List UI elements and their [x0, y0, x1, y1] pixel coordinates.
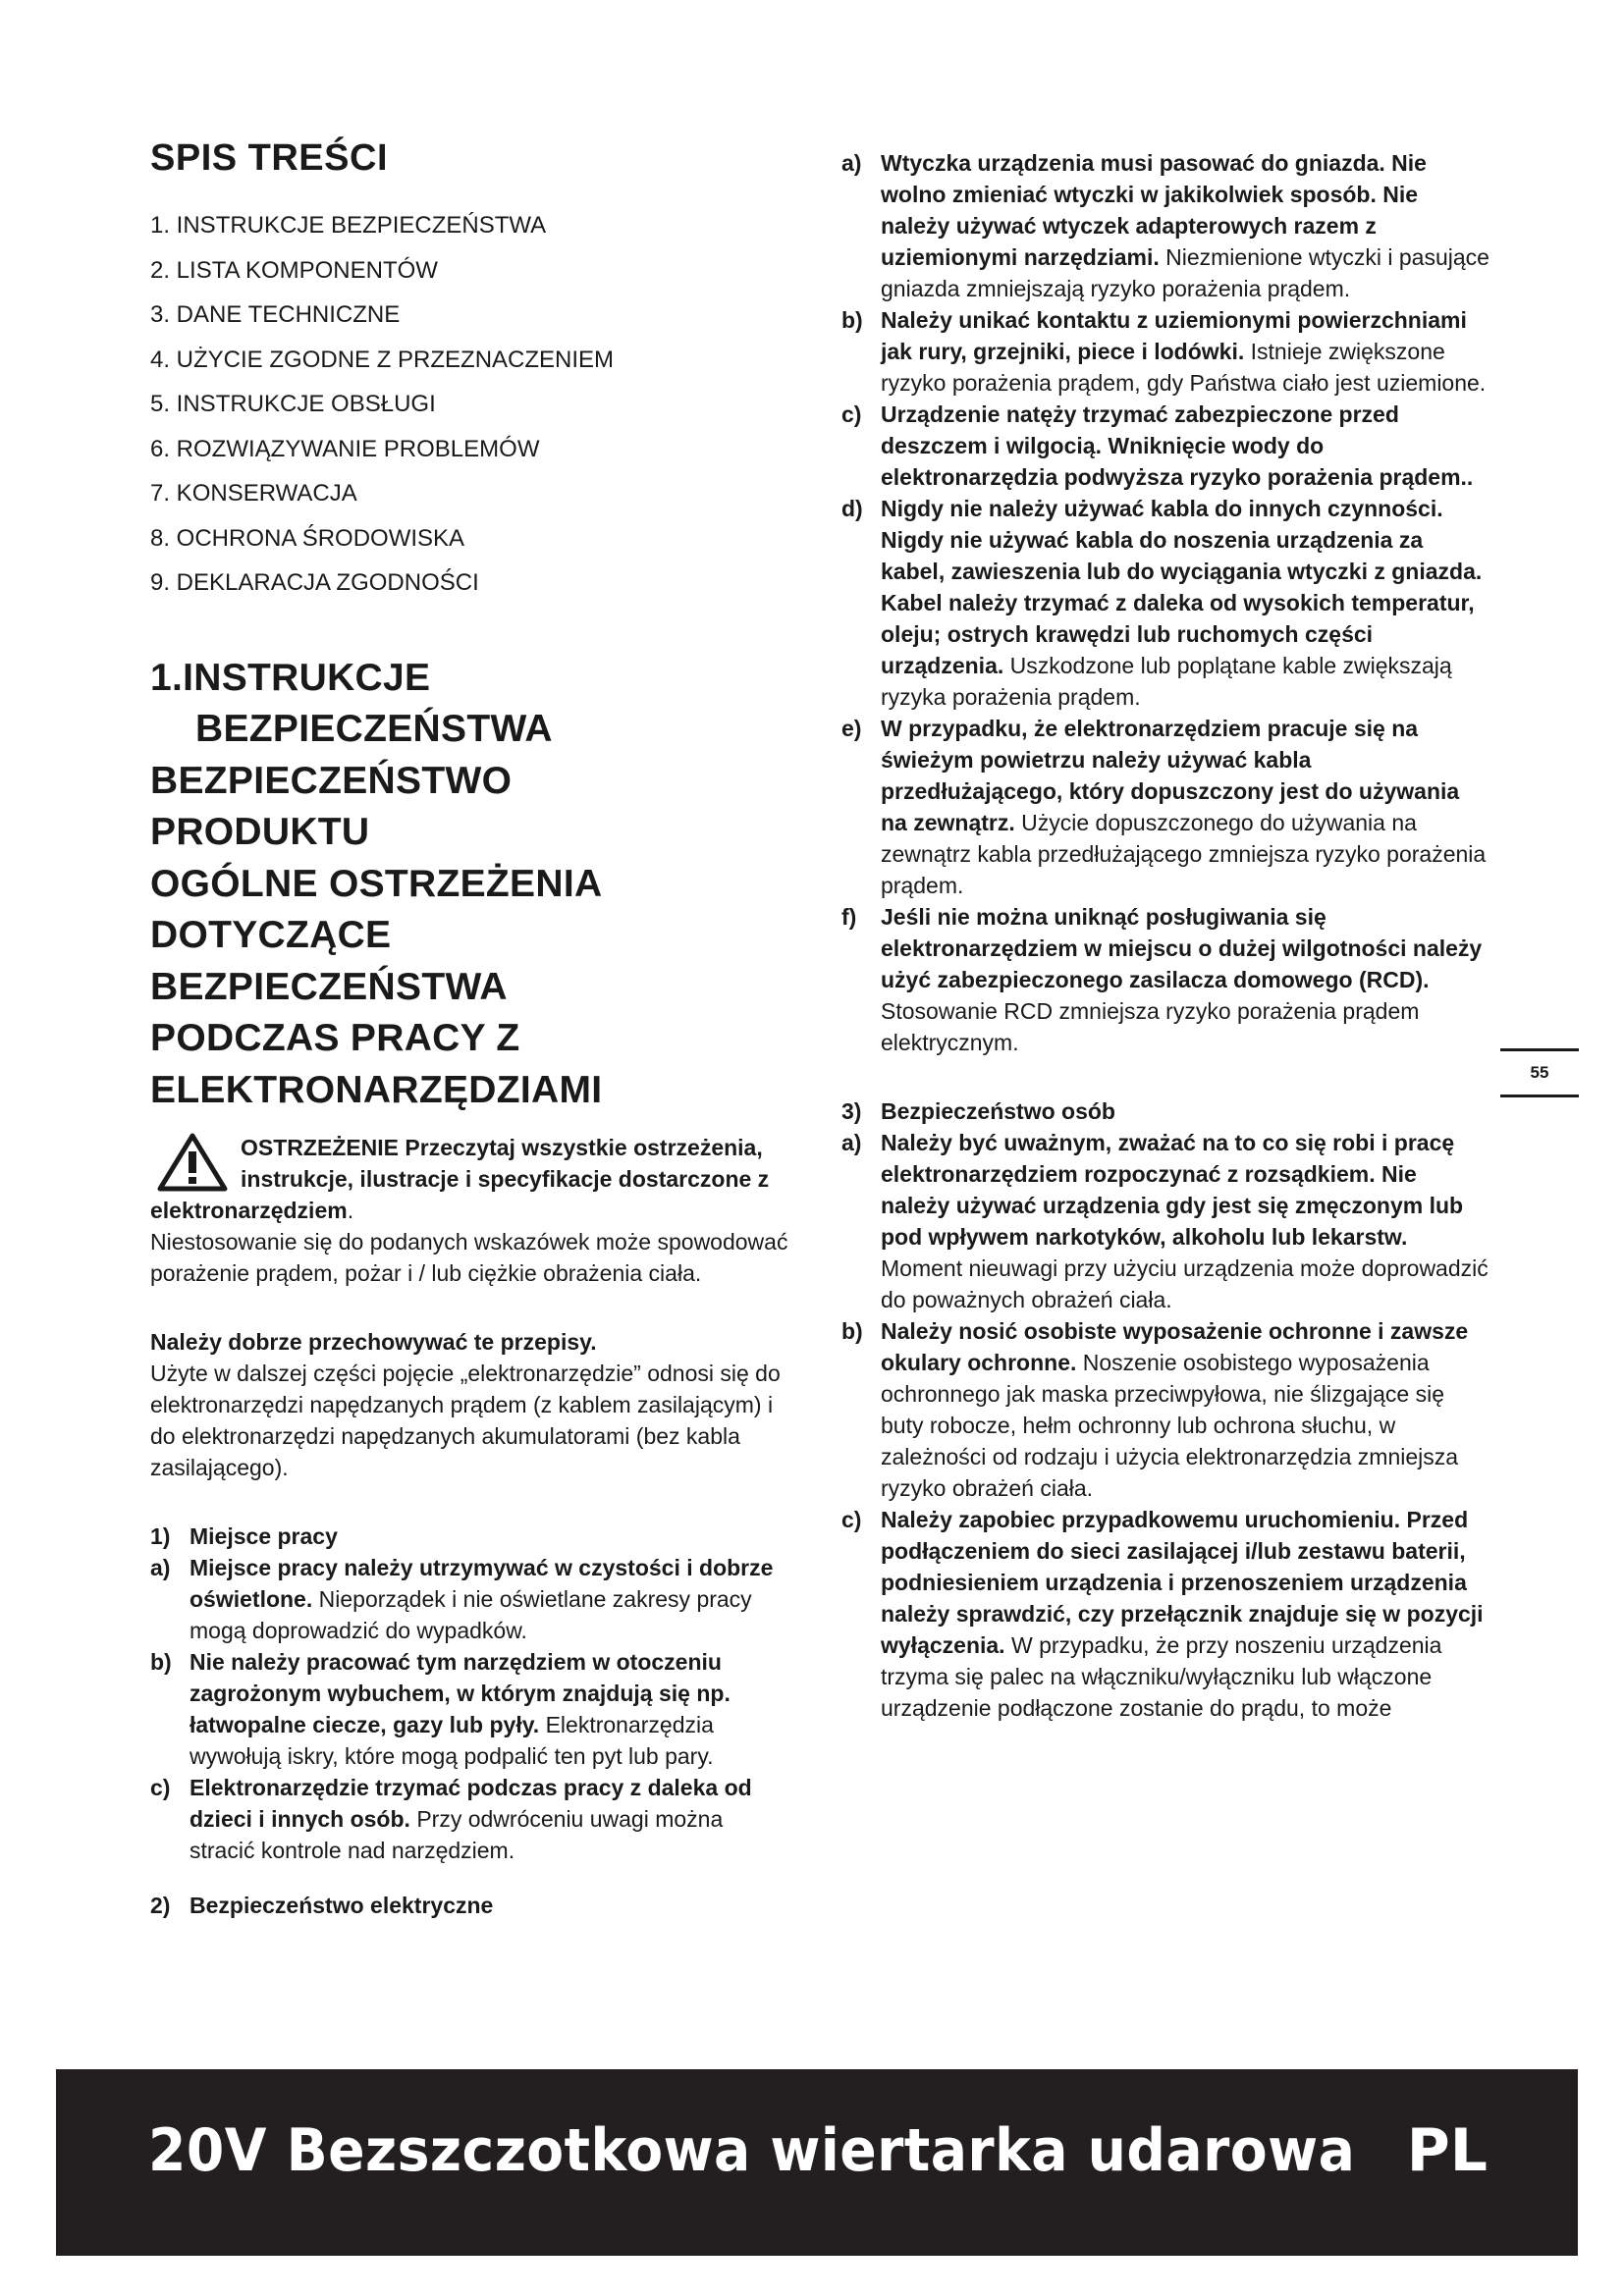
product-title: 20V Bezszczotkowa wiertarka udarowa [148, 2116, 1356, 2185]
item-text: Niezmienione wtyczki i pasujące gniazda zmniejszają ryzyko porażenia prądem. [881, 244, 1489, 301]
section-number: 3) [841, 1098, 862, 1124]
item-bold-text: Nigdy nie należy używać kabla do innych czynności. Nigdy nie używać kabla do noszenia urządzenia za kabel, zawieszenia lub do wyciągania wtyczki z gniazda. Kabel należy trzymać z daleka od wysokich temperatur, oleju; ostrych krawędzi lub ruchomych części urządzenia. [881, 496, 1483, 678]
section-3-title [841, 1095, 1489, 1127]
section-2-title [150, 1890, 788, 1921]
item-bold-text: Nie należy pracować tym narzędziem w otoczeniu zagrożonym wybuchem, w którym znajdują się np. łatwopalne ciecze, gazy lub pyły. [189, 1649, 731, 1737]
heading-line: BEZPIECZEŃSTWA [195, 708, 553, 750]
divider [1500, 1095, 1579, 1097]
section-title: Miejsce pracy [189, 1523, 338, 1549]
list-item [841, 399, 1489, 493]
list-item [841, 304, 1489, 399]
item-text: Noszenie osobistego wyposażenia ochronnego jak maska przeciwpyłowa, nie ślizgające się buty robocze, hełm ochronny lub ochrona słuchu, w zależności od rodzaju i użycia elektronarzędzia zmniejsza ryzyko obrażeń ciała. [881, 1350, 1459, 1501]
section-1-title [150, 1521, 788, 1552]
list-item [150, 1772, 788, 1866]
item-bold-text: Należy zapobiec przypadkowemu uruchomieniu. Przed podłączeniem do sieci zasilającej i/lub zestawu baterii, podniesieniem urządzenia i przenoszeniem urządzenia należy sprawdzić, czy przełącznik znajduje się w pozycji wyłączenia. [881, 1507, 1484, 1658]
item-text: Stosowanie RCD zmniejsza ryzyko porażenia prądem elektrycznym. [881, 998, 1420, 1055]
item-label: d) [841, 496, 863, 521]
item-label: b) [150, 1649, 172, 1675]
item-bold-text: Należy być uważnym, zważać na to co się robi i pracę elektronarzędziem rozpoczynać z rozsądkiem. Nie należy używać urządzenia gdy jest się zmęczonym lub pod wpływem narkotyków, alkoholu lub lekarstw. [881, 1130, 1464, 1250]
toc-item[interactable]: 1. INSTRUKCJE BEZPIECZEŃSTWA [150, 212, 547, 239]
heading-line: OGÓLNE OSTRZEŻENIA [150, 862, 603, 905]
toc-item[interactable]: 3. DANE TECHNICZNE [150, 301, 401, 328]
item-bold-text: Wtyczka urządzenia musi pasować do gniazda. Nie wolno zmieniać wtyczki w jakikolwiek sposób. Nie należy używać wtyczek adapterowych razem z uziemionymi narzędziami. [881, 150, 1427, 270]
item-bold-text: Należy unikać kontaktu z uziemionymi powierzchniami jak rury, grzejniki, piece i lodówki. [881, 307, 1467, 364]
item-text: Przy odwróceniu uwagi można stracić kontrole nad narzędziem. [189, 1806, 724, 1863]
warning-body: Niestosowanie się do podanych wskazówek może spowodować porażenie prądem, pożar i / lub ciężkie obrażenia ciała. [150, 1229, 788, 1286]
section-title: Bezpieczeństwo elektryczne [189, 1893, 494, 1918]
item-label: e) [841, 716, 862, 741]
item-bold-text: Elektronarzędzie trzymać podczas pracy z daleka od dzieci i innych osób. [189, 1775, 752, 1832]
warning-lead-end: . [347, 1198, 354, 1223]
section-heading [150, 653, 788, 1117]
warning-lead: OSTRZEŻENIE Przeczytaj wszystkie ostrzeżenia, instrukcje, ilustracje i specyfikacje dostarczone z elektronarzędziem [150, 1135, 770, 1223]
item-label: b) [841, 307, 863, 333]
section-number: 2) [150, 1893, 171, 1918]
item-label: c) [150, 1775, 171, 1800]
toc-item[interactable]: 8. OCHRONA ŚRODOWISKA [150, 524, 465, 552]
keep-rules-block [150, 1326, 788, 1483]
item-label: f) [841, 904, 857, 930]
list-item [841, 147, 1489, 304]
list-item [841, 493, 1489, 713]
divider [1500, 1048, 1579, 1051]
item-text: Uszkodzone lub poplątane kable zwiększają ryzyka porażenia prądem. [881, 653, 1452, 710]
item-label: b) [841, 1318, 863, 1344]
item-text: Istnieje zwiększone ryzyko porażenia prądem, gdy Państwa ciało jest uziemione. [881, 339, 1487, 396]
section-number: 1) [150, 1523, 171, 1549]
page-number-marker [1500, 1048, 1579, 1097]
list-item [841, 1127, 1489, 1315]
toc-item[interactable]: 4. UŻYCIE ZGODNE Z PRZEZNACZENIEM [150, 346, 615, 373]
list-item [841, 901, 1489, 1058]
item-label: c) [841, 1507, 862, 1532]
item-text: Użycie dopuszczonego do używania na zewnątrz kabla przedłużającego zmniejsza ryzyko porażenia prądem. [881, 810, 1487, 898]
item-text: Nieporządek i nie oświetlane zakresy pracy mogą doprowadzić do wypadków. [189, 1586, 752, 1643]
list-item [841, 1315, 1489, 1504]
item-bold-text: Urządzenie natęży trzymać zabezpieczone przed deszczem i wilgocią. Wniknięcie wody do elektronarzędzia podwyższa ryzyko porażenia prądem.. [881, 401, 1474, 490]
toc-item[interactable]: 9. DEKLARACJA ZGODNOŚCI [150, 569, 479, 596]
list-item [841, 1504, 1489, 1724]
item-label: a) [150, 1555, 171, 1580]
list-item [841, 713, 1489, 901]
toc-item[interactable]: 5. INSTRUKCJE OBSŁUGI [150, 391, 436, 417]
toc-item[interactable]: 6. ROZWIĄZYWANIE PROBLEMÓW [150, 435, 540, 462]
keep-rules-body: Użyte w dalszej części pojęcie „elektronarzędzie” odnosi się do elektronarzędzi napędzanych prądem (z kablem zasilającym) i do elektronarzędzi napędzanych akumulatorami (bez kabla zasilającego). [150, 1361, 781, 1480]
heading-line: PODCZAS PRACY Z [150, 1017, 520, 1059]
right-column [841, 147, 1489, 1724]
list-item [150, 1646, 788, 1772]
heading-line: 1.INSTRUKCJE [150, 656, 431, 699]
section-title: Bezpieczeństwo osób [881, 1098, 1115, 1124]
item-bold-text: Miejsce pracy należy utrzymywać w czystości i dobrze oświetlone. [189, 1555, 774, 1612]
list-item [150, 1552, 788, 1646]
item-text: W przypadku, że przy noszeniu urządzenia trzyma się palec na włączniku/wyłączniku lub włączone urządzenie podłączone zostanie do prądu, to może [881, 1632, 1442, 1721]
heading-line: ELEKTRONARZĘDZIAMI [150, 1068, 603, 1111]
warning-block [150, 1132, 788, 1289]
left-column [150, 137, 788, 1921]
toc-item[interactable]: 7. KONSERWACJA [150, 480, 357, 507]
item-bold-text: W przypadku, że elektronarzędziem pracuje się na świeżym powietrzu należy używać kabla przedłużającego, który dopuszczony jest do używania na zewnątrz. [881, 716, 1460, 835]
toc-item[interactable]: 2. LISTA KOMPONENTÓW [150, 256, 438, 284]
language-code: PL [1406, 2116, 1488, 2185]
heading-line: DOTYCZĄCE [150, 914, 392, 956]
item-label: c) [841, 401, 862, 427]
toc-title: SPIS TREŚCI [150, 137, 388, 179]
item-text: Elektronarzędzia wywołują iskry, które mogą podpalić ten pyt lub pary. [189, 1712, 714, 1769]
heading-line: BEZPIECZEŃSTWO [150, 759, 513, 802]
item-bold-text: Należy nosić osobiste wyposażenie ochronne i zawsze okulary ochronne. [881, 1318, 1469, 1375]
heading-line: PRODUKTU [150, 811, 370, 853]
toc-list [150, 203, 788, 606]
page-number: 55 [1530, 1063, 1549, 1082]
item-text: Moment nieuwagi przy użyciu urządzenia może doprowadzić do poważnych obrażeń ciała. [881, 1255, 1489, 1312]
warning-triangle-icon [156, 1132, 229, 1193]
item-label: a) [841, 150, 862, 176]
heading-line: BEZPIECZEŃSTWA [150, 965, 508, 1008]
item-bold-text: Jeśli nie można uniknąć posługiwania się elektronarzędziem w miejscu o dużej wilgotności należy użyć zabezpieczonego zasilacza domowego (RCD). [881, 904, 1483, 992]
footer-bar [56, 2069, 1578, 2256]
item-label: a) [841, 1130, 862, 1155]
keep-rules-heading: Należy dobrze przechowywać te przepisy. [150, 1329, 597, 1355]
